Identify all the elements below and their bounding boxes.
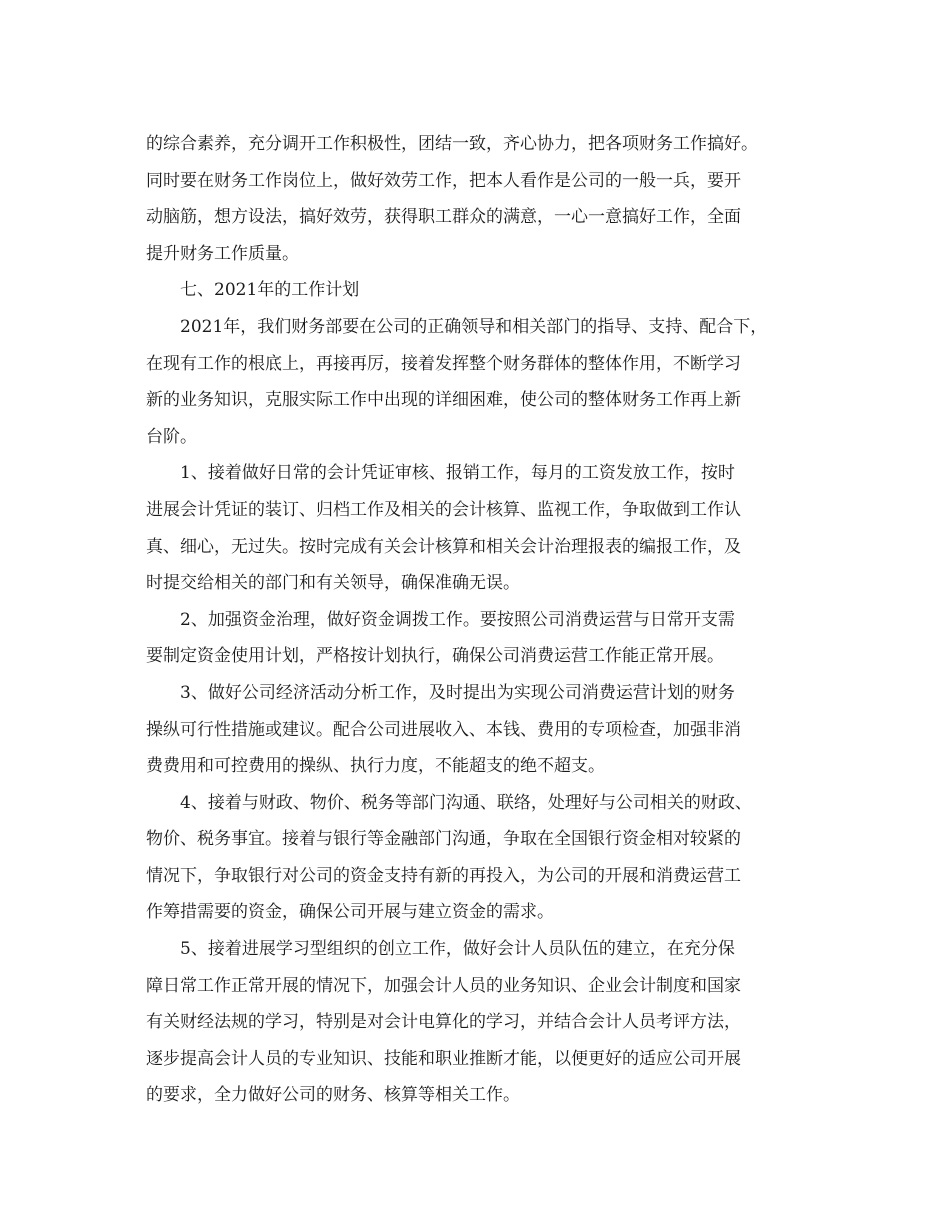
text-line: 进展会计凭证的装订、归档工作及相关的会计核算、监视工作，争取做到工作认 bbox=[146, 499, 741, 520]
text-line: 同时要在财务工作岗位上，做好效劳工作，把本人看作是公司的一般一兵，要开 bbox=[146, 170, 741, 191]
text-line: 3、做好公司经济活动分析工作，及时提出为实现公司消费运营计划的财务 bbox=[180, 682, 735, 703]
text-line: 5、接着进展学习型组织的创立工作，做好会计人员队伍的建立，在充分保 bbox=[180, 939, 735, 960]
text-line: 2、加强资金治理，做好资金调拨工作。要按照公司消费运营与日常开支需 bbox=[180, 609, 735, 630]
text-line: 在现有工作的根底上，再接再厉，接着发挥整个财务群体的整体作用，不断学习 bbox=[146, 353, 741, 374]
text-line: 情况下，争取银行对公司的资金支持有新的再投入，为公司的开展和消费运营工 bbox=[146, 865, 741, 886]
text-line: 的综合素养，充分调开工作积极性，团结一致，齐心协力，把各项财务工作搞好。 bbox=[146, 134, 758, 154]
text-line: 障日常工作正常开展的情况下，加强会计人员的业务知识、企业会计制度和国家 bbox=[146, 975, 741, 996]
text-line: 动脑筋，想方设法，搞好效劳，获得职工群众的满意，一心一意搞好工作，全面 bbox=[146, 207, 741, 228]
text-line: 作筹措需要的资金，确保公司开展与建立资金的需求。 bbox=[146, 902, 554, 923]
text-line: 新的业务知识，克服实际工作中出现的详细困难，使公司的整体财务工作再上新 bbox=[146, 390, 741, 411]
document-body bbox=[146, 126, 816, 1114]
text-line: 提升财务工作质量。 bbox=[146, 243, 299, 264]
text-line: 逐步提高会计人员的专业知识、技能和职业推断才能，以便更好的适应公司开展 bbox=[146, 1048, 741, 1069]
text-line: 真、细心，无过失。按时完成有关会计核算和相关会计治理报表的编报工作，及 bbox=[146, 536, 741, 557]
text-line: 1、接着做好日常的会计凭证审核、报销工作，每月的工资发放工作，按时 bbox=[180, 463, 735, 484]
text-line: 有关财经法规的学习，特别是对会计电算化的学习，并结合会计人员考评方法， bbox=[146, 1012, 741, 1033]
text-line: 七、2021年的工作计划 bbox=[180, 280, 360, 301]
text-line: 要制定资金使用计划，严格按计划执行，确保公司消费运营工作能正常开展。 bbox=[146, 646, 724, 667]
text-line: 物价、税务事宜。接着与银行等金融部门沟通，争取在全国银行资金相对较紧的 bbox=[146, 829, 741, 850]
text-line: 费费用和可控费用的操纵、执行力度，不能超支的绝不超支。 bbox=[146, 756, 605, 777]
text-line: 的要求，全力做好公司的财务、核算等相关工作。 bbox=[146, 1085, 520, 1106]
text-line: 4、接着与财政、物价、税务等部门沟通、联络，处理好与公司相关的财政、 bbox=[180, 792, 752, 813]
text-line: 操纵可行性措施或建议。配合公司进展收入、本钱、费用的专项检查，加强非消 bbox=[146, 719, 741, 740]
text-line: 时提交给相关的部门和有关领导，确保准确无误。 bbox=[146, 573, 520, 594]
text-line: 2021年，我们财务部要在公司的正确领导和相关部门的指导、支持、配合下， bbox=[180, 316, 768, 337]
text-line: 台阶。 bbox=[146, 426, 197, 447]
